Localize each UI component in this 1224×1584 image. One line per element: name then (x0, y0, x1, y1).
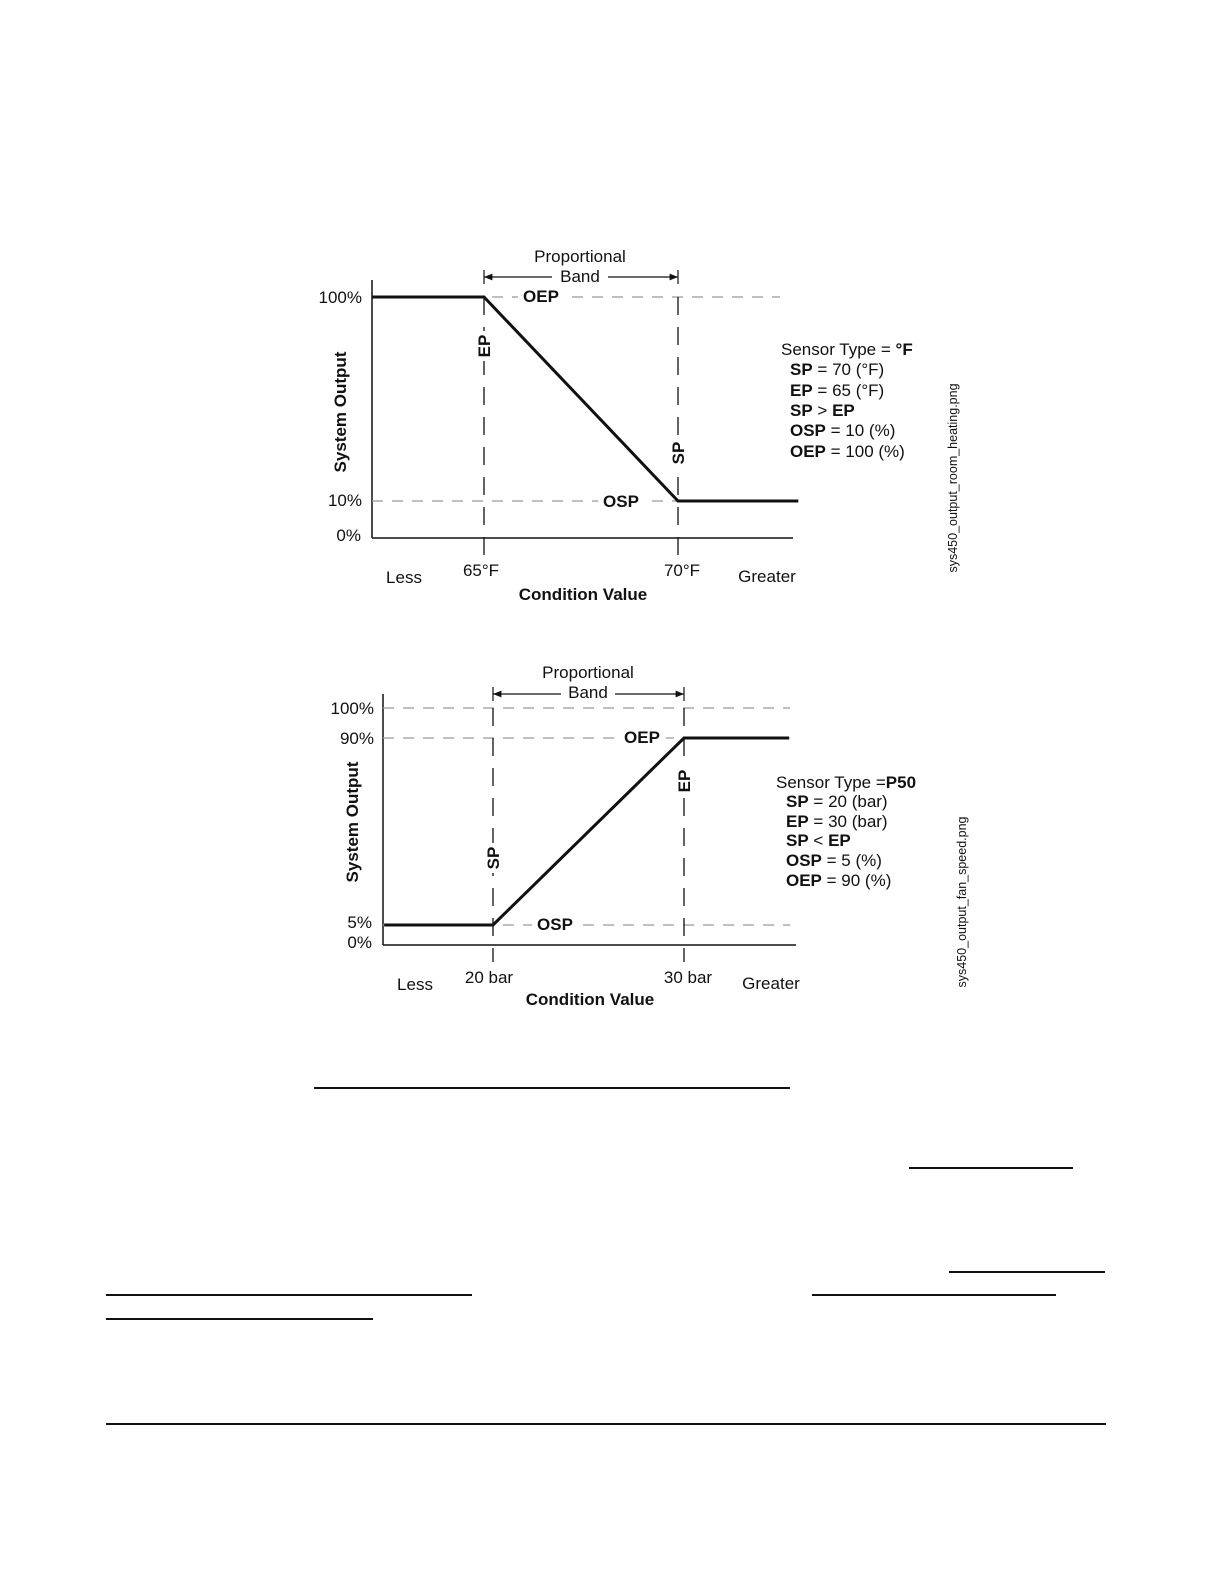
label-osp: OSP (537, 915, 573, 934)
label-sp: SP (669, 441, 688, 465)
label-oep: OEP (523, 287, 559, 306)
legend-row-ep: EP = 65 (°F) (790, 381, 885, 400)
legend-row-oep: OEP = 90 (%) (786, 871, 892, 890)
series-line-system-output (384, 738, 789, 925)
legend-heading: Sensor Type = °F (781, 340, 913, 359)
rule-link-underline-2 (949, 1271, 1105, 1273)
y-tick-0: 0% (336, 526, 361, 545)
x-tick-20: 20 bar (464, 968, 514, 987)
legend (781, 340, 913, 461)
legend-row-sp: SP = 70 (°F) (790, 360, 885, 379)
x-tick-65: 65°F (462, 561, 500, 580)
band-label-line2: Band (568, 683, 608, 702)
x-label-less: Less (397, 975, 433, 994)
legend-row-sp: SP = 20 (bar) (786, 792, 888, 811)
y-tick-100: 100% (318, 288, 362, 307)
legend-row-osp: OSP = 5 (%) (786, 851, 882, 870)
legend-row-ep: EP = 30 (bar) (786, 812, 888, 831)
rule-footer (106, 1423, 1106, 1425)
chart-room-heating (319, 247, 960, 604)
x-axis-label: Condition Value (518, 585, 648, 604)
label-sp: SP (484, 846, 503, 870)
side-caption: sys450_output_fan_speed.png (955, 816, 969, 988)
chart-fan-speed (331, 663, 969, 1009)
y-axis-label: System Output (331, 351, 350, 473)
y-tick-0: 0% (347, 933, 372, 952)
rule-link-underline-5 (106, 1318, 373, 1320)
rule-link-underline-1 (909, 1167, 1073, 1169)
band-label-line1: Proportional (542, 663, 634, 682)
series-line-system-output (372, 297, 799, 501)
label-osp: OSP (603, 492, 639, 511)
x-tick-70: 70°F (663, 561, 701, 580)
side-caption: sys450_output_room_heating.png (946, 383, 960, 573)
x-tick-30: 30 bar (663, 968, 713, 987)
rule-caption-underline (314, 1087, 790, 1089)
x-label-greater: Greater (738, 567, 796, 586)
band-label-line2: Band (560, 267, 600, 286)
band-label-line1: Proportional (534, 247, 626, 266)
rule-link-underline-4 (812, 1294, 1056, 1296)
x-label-less: Less (386, 568, 422, 587)
x-axis-label: Condition Value (525, 990, 655, 1009)
y-tick-100: 100% (330, 699, 374, 718)
x-label-greater: Greater (742, 974, 800, 993)
legend-row-osp: OSP = 10 (%) (790, 421, 896, 440)
legend-row-compare: SP > EP (790, 401, 855, 420)
legend-heading: Sensor Type =P50 (776, 773, 917, 792)
y-tick-5: 5% (347, 913, 372, 932)
legend (776, 773, 916, 890)
rule-link-underline-3 (106, 1294, 472, 1296)
y-tick-90: 90% (339, 729, 374, 748)
y-tick-10: 10% (327, 491, 362, 510)
legend-row-compare: SP < EP (786, 831, 851, 850)
label-oep: OEP (624, 728, 660, 747)
y-axis-label: System Output (343, 761, 362, 883)
legend-row-oep: OEP = 100 (%) (790, 442, 905, 461)
label-ep: EP (475, 334, 494, 358)
label-ep: EP (675, 769, 694, 793)
